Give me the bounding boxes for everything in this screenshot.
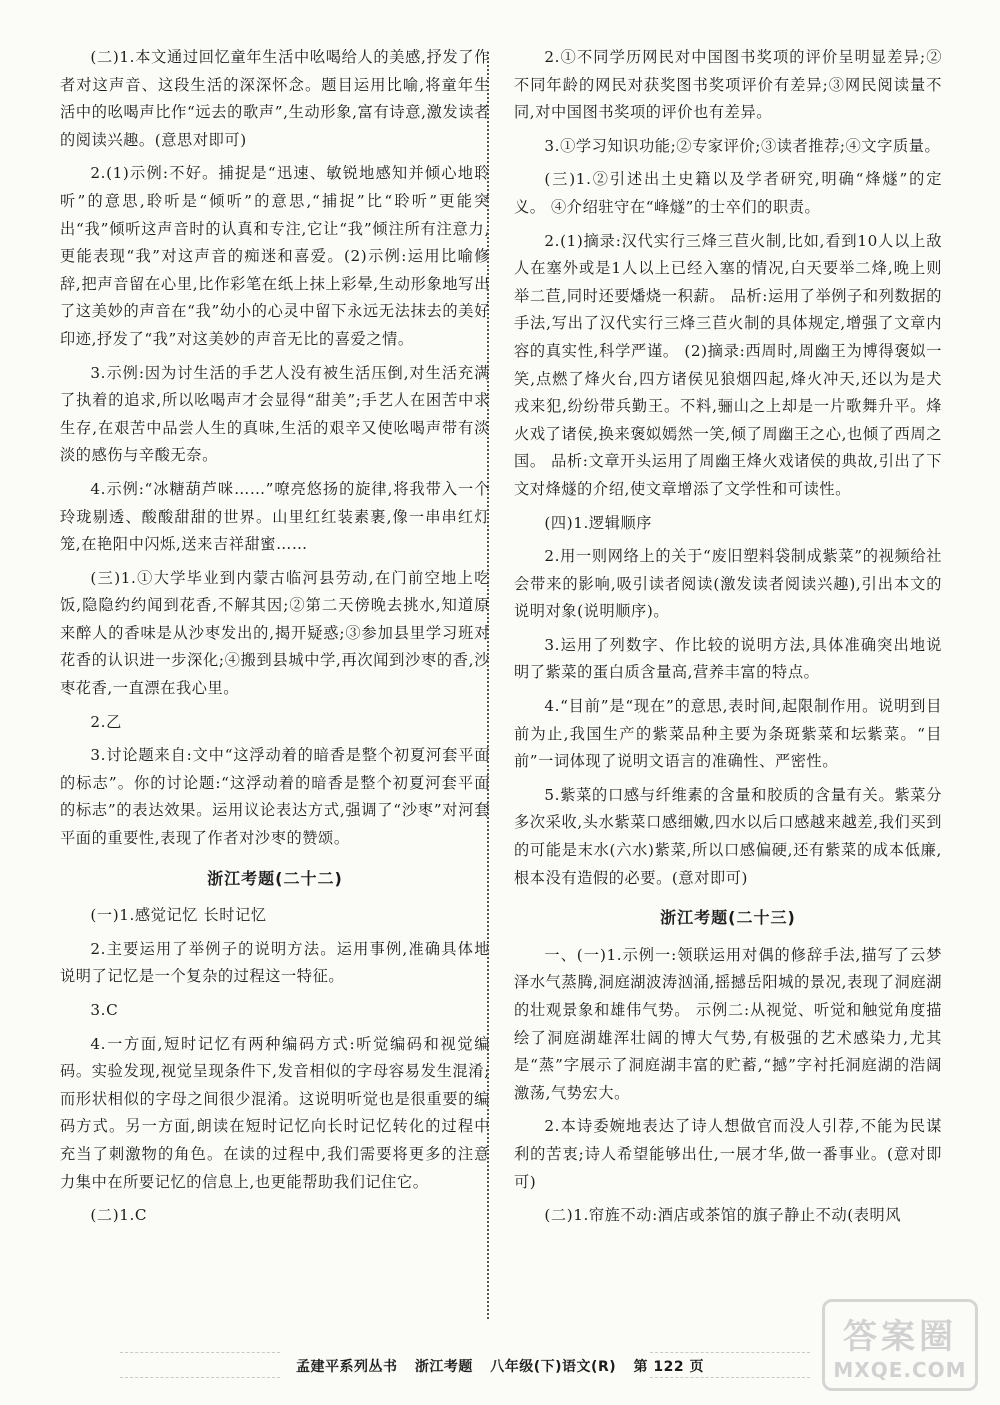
section-heading: 浙江考题(二十三): [660, 908, 796, 928]
footer-book: 浙江考题: [414, 1359, 473, 1375]
section-heading: 浙江考题(二十二): [207, 868, 343, 888]
left-column: [60, 44, 490, 1236]
answer-paragraph: 3.示例:因为讨生活的手艺人没有被生活压倒,对生活充满了执着的追求,所以吆喝声才会显得“甜美”;手艺人在困苦中求生存,在艰苦中品尝人生的真味,生活的艰辛又使吆喝声带有淡淡的感伤与辛酸无奈。: [60, 363, 490, 465]
watermark-logo: [822, 1299, 978, 1391]
answer-paragraph: 2.①不同学历网民对中国图书奖项的评价呈明显差异;②不同年龄的网民对获奖图书奖项评价有差异;③网民阅读量不同,对中国图书奖项的评价也有差异。: [514, 48, 942, 122]
answer-paragraph: (一)1.感觉记忆 长时记忆: [90, 906, 267, 925]
answer-paragraph: 5.紫菜的口感与纤维素的含量和胶质的含量有关。紫菜分多次采收,头水紫菜口感细嫩,四水以后口感越来越差,我们买到的可能是末水(六水)紫菜,所以口感偏硬,还有紫菜的成本低廉,根本没有造假的必要。(意对即可): [514, 785, 942, 887]
answer-paragraph: 一、(一)1.示例一:领联运用对偶的修辞手法,描写了云梦泽水气蒸腾,洞庭湖波涛汹涌,摇撼岳阳城的景况,表现了洞庭湖的壮观景象和雄伟气势。 示例二:从视觉、听觉和触觉角度描绘了洞庭湖雄浑壮阔的博大气势,有极强的艺术感染力,尤其是“蒸”字展示了洞庭湖丰富的贮蓄,“撼”字衬托洞庭湖的浩阔激荡,气势宏大。: [514, 945, 942, 1102]
footer-series: 孟建平系列丛书: [296, 1359, 398, 1375]
answer-paragraph: (二)1.帘旌不动:酒店或茶馆的旗子静止不动(表明风: [544, 1206, 902, 1225]
answer-paragraph: (三)1.②引述出土史籍以及学者研究,明确“烽燧”的定义。 ④介绍驻守在“峰燧”的士卒们的职责。: [514, 170, 942, 216]
answer-paragraph: (二)1.本文通过回忆童年生活中吆喝给人的美感,抒发了作者对这声音、这段生活的深深怀念。题目运用比喻,将童年生活中的吆喝声比作“远去的歌声”,生动形象,富有诗意,激发读者的阅读兴趣。(意思对即可): [60, 48, 490, 149]
answer-paragraph: 3.运用了列数字、作比较的说明方法,具体准确突出地说明了紫菜的蛋白质含量高,营养丰富的特点。: [514, 635, 942, 682]
column-divider: [487, 52, 489, 1319]
answer-paragraph: 4.示例:“冰糖葫芦咪……”嘹亮悠扬的旋律,将我带入一个玲珑剔透、酸酸甜甜的世界。山里红红装素裹,像一串串红灯笼,在艳阳中闪烁,送来吉祥甜蜜……: [60, 479, 490, 554]
footer-page-number: 第 122 页: [633, 1359, 704, 1375]
answer-paragraph: 2.(1)摘录:汉代实行三烽三苣火制,比如,看到10人以上敌人在塞外或是1人以上已经入塞的情况,白天要举二烽,晚上则举二苣,同时还要燔烧一积薪。 品析:运用了举例子和列数据的手法,写出了汉代实行三烽三苣火制的具体规定,增强了文章内容的真实性,科学严谨。 (2)摘录:西周时,周幽王为博得褒姒一笑,点燃了烽火台,四方诸侯见狼烟四起,烽火冲天,还以为是犬戎来犯,纷纷带兵勤王。不料,骊山之上却是一片歌舞升平。烽火戏了诸侯,换来褒姒嫣然一笑,倾了周幽王之心,也倾了西周之国。 品析:文章开头运用了周幽王烽火戏诸侯的典故,引出了下文对烽燧的介绍,使文章增添了文学性和可读性。: [514, 231, 942, 498]
answer-paragraph: 2.乙: [90, 712, 122, 731]
answer-paragraph: 2.主要运用了举例子的说明方法。运用事例,准确具体地说明了记忆是一个复杂的过程这一特征。: [60, 939, 490, 986]
answer-paragraph: (二)1.C: [90, 1206, 148, 1225]
answer-paragraph: 2.(1)示例:不好。捕捉是“迅速、敏锐地感知并倾心地聆听”的意思,聆听是“倾听”的意思,“捕捉”比“聆听”更能突出“我”倾听这声音时的认真和专注,它让“我”倾注所有注意力,更能表现“我”对这声音的痴迷和喜爱。(2)示例:运用比喻修辞,把声音留在心里,比作彩笔在纸上抹上彩晕,生动形象地写出了这美妙的声音在“我”幼小的心灵中留下永远无法抹去的美好印迹,抒发了“我”对这美妙的声音无比的喜爱之情。: [60, 164, 490, 348]
footer-grade: 八年级(下)语文(R): [490, 1359, 617, 1375]
answer-paragraph: 3.C: [90, 1001, 119, 1019]
answer-paragraph: 4.一方面,短时记忆有两种编码方式:听觉编码和视觉编码。实验发现,视觉呈现条件下,发音相似的字母容易发生混淆;而形状相似的字母之间很少混淆。这说明听觉也是很重要的编码方式。另一方面,朗读在短时记忆向长时记忆转化的过程中充当了刺激物的角色。在读的过程中,我们需要将更多的注意力集中在所要记忆的信息上,也更能帮助我们记住它。: [60, 1034, 490, 1191]
answer-paragraph: (四)1.逻辑顺序: [544, 513, 653, 532]
watermark-main: 答案圈: [843, 1316, 957, 1357]
answer-paragraph: 2.用一则网络上的关于“废旧塑料袋制成紫菜”的视频给社会带来的影响,吸引读者阅读(激发读者阅读兴趣),引出本文的说明对象(说明顺序)。: [514, 547, 942, 621]
answer-paragraph: 2.本诗委婉地表达了诗人想做官而没人引荐,不能为民谋利的苦衷;诗人希望能够出仕,一展才华,做一番事业。(意对即可): [514, 1117, 942, 1191]
answer-paragraph: 3.①学习知识功能;②专家评价;③读者推荐;④文字质量。: [544, 136, 941, 155]
watermark-url: MXQE.COM: [833, 1357, 967, 1382]
answer-paragraph: 3.讨论题来自:文中“这浮动着的暗香是整个初夏河套平面的标志”。你的讨论题:“这浮动着的暗香是整个初夏河套平面的标志”的表达效果。运用议论表达方式,强调了“沙枣”对河套平面的重要性,表现了作者对沙枣的赞颂。: [60, 746, 490, 848]
answer-paragraph: 4.“目前”是“现在”的意思,表时间,起限制作用。说明到目前为止,我国生产的紫菜品种主要为条斑紫菜和坛紫菜。“目前”一词体现了说明文语言的准确性、严密性。: [514, 697, 942, 771]
answer-paragraph: (三)1.①大学毕业到内蒙古临河县劳动,在门前空地上吃饭,隐隐约约闻到花香,不解其因;②第二天傍晚去挑水,知道原来醉人的香味是从沙枣发出的,揭开疑惑;③参加县里学习班对花香的认识进一步深化;④搬到县城中学,再次闻到沙枣的香,沙枣花香,一直漂在我心里。: [60, 568, 490, 698]
right-column: [514, 44, 942, 1236]
